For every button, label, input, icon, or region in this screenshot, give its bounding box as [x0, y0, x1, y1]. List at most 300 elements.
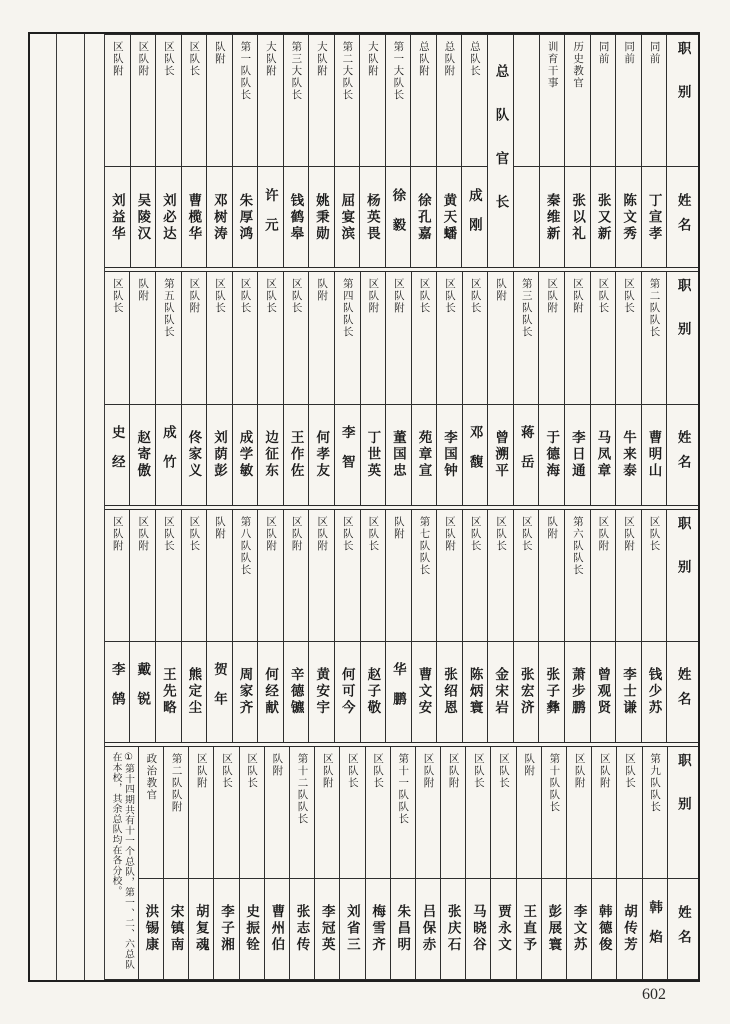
position-label: 队附 — [316, 278, 329, 303]
name-cell — [207, 405, 232, 505]
position-label: 第五队队长 — [162, 278, 175, 339]
position-cell — [616, 272, 641, 404]
name-cell — [668, 879, 698, 979]
name-cell — [565, 642, 590, 742]
name-label: 熊定尘 — [186, 667, 202, 717]
roster-column — [590, 510, 616, 742]
position-cell — [130, 272, 155, 404]
empty-margin-column — [30, 34, 57, 980]
name-cell — [462, 167, 487, 267]
name-label: 牛来泰 — [620, 429, 636, 480]
position-label: 区队附 — [573, 752, 586, 789]
name-cell — [391, 879, 415, 979]
position-cell — [591, 35, 616, 167]
name-cell — [565, 405, 590, 505]
roster-column — [206, 510, 232, 742]
name-label: 曾溯平 — [493, 429, 509, 480]
position-label: 职别 — [675, 752, 691, 840]
name-label: 李鹄 — [109, 662, 125, 722]
position-cell — [488, 510, 513, 642]
name-label: 王先略 — [160, 667, 176, 717]
roster-column — [308, 510, 334, 742]
name-label: 丁世英 — [365, 429, 381, 480]
position-cell — [309, 35, 334, 167]
position-cell — [391, 747, 415, 879]
roster-column — [105, 510, 130, 742]
position-label: 区队附 — [367, 278, 380, 315]
position-cell — [539, 272, 564, 404]
position-label: 区队长 — [111, 278, 124, 315]
roster-column — [642, 747, 667, 979]
roster-column — [641, 35, 667, 267]
name-cell — [643, 879, 667, 979]
position-label: 区队附 — [447, 752, 460, 789]
position-label: 区队长 — [162, 41, 175, 77]
name-cell — [667, 167, 698, 267]
position-label: 第三队队长 — [520, 278, 533, 339]
position-label: 区队附 — [622, 515, 635, 552]
position-label: 第一大队长 — [392, 41, 405, 101]
name-cell — [642, 642, 667, 742]
position-label: 第八队队长 — [239, 515, 252, 576]
name-cell — [182, 642, 207, 742]
position-label: 区队长 — [188, 41, 201, 77]
position-label: 区队长 — [623, 752, 636, 789]
position-label: 大队附 — [315, 41, 328, 77]
roster-column — [641, 272, 667, 504]
position-cell — [309, 272, 334, 404]
roster-column — [155, 35, 181, 267]
name-cell — [386, 405, 411, 505]
roster-column — [129, 510, 155, 742]
name-cell — [542, 879, 566, 979]
name-cell — [616, 167, 641, 267]
roster-column — [411, 510, 437, 742]
position-cell — [462, 35, 487, 167]
position-cell — [207, 35, 232, 167]
roster-column — [490, 747, 515, 979]
position-cell — [130, 510, 155, 642]
position-cell — [105, 272, 130, 404]
name-cell — [156, 167, 181, 267]
name-label: 徐孔嘉 — [415, 192, 431, 243]
position-label: 区队长 — [472, 752, 485, 789]
position-label: 训育干事 — [546, 41, 559, 89]
roster-column — [564, 35, 590, 267]
position-label: 大队附 — [366, 41, 379, 77]
position-label: 队附 — [137, 278, 150, 303]
roster-column — [213, 747, 238, 979]
name-label: 李智 — [339, 425, 355, 485]
position-cell — [668, 747, 698, 879]
position-cell — [258, 510, 283, 642]
roster-column — [487, 272, 513, 504]
roster-column — [181, 35, 207, 267]
roster-column — [283, 272, 309, 504]
position-label: 区队附 — [422, 752, 435, 789]
roster-column — [590, 35, 616, 267]
roster-column — [206, 35, 232, 267]
name-label: 邓树涛 — [211, 192, 227, 243]
header-column — [666, 510, 698, 742]
name-label: 贾永文 — [496, 904, 512, 954]
position-label: 区队长 — [220, 752, 233, 789]
roster-column — [105, 272, 130, 504]
name-cell — [591, 642, 616, 742]
name-label: 辛德镳 — [288, 667, 304, 717]
name-label: 戴锐 — [135, 662, 151, 722]
name-label: 刘省三 — [344, 904, 360, 954]
band-1 — [105, 34, 698, 268]
position-label: 区队长 — [469, 278, 482, 315]
position-label: 政治教官 — [145, 752, 158, 801]
position-label: 区队长 — [498, 752, 511, 789]
name-label: 姓名 — [675, 667, 691, 717]
name-label: 宋镇南 — [168, 904, 184, 954]
roster-column — [615, 272, 641, 504]
roster-column — [516, 747, 541, 979]
roster-column — [385, 510, 411, 742]
name-cell — [131, 167, 156, 267]
roster-column — [487, 510, 513, 742]
position-cell — [437, 510, 462, 642]
name-cell — [309, 405, 334, 505]
position-label: 区队附 — [316, 515, 329, 552]
position-label: 同前 — [597, 41, 610, 65]
roster-column — [181, 272, 207, 504]
name-label: 陈炳寰 — [467, 667, 483, 717]
name-label: 许元 — [262, 187, 278, 247]
name-label: 于德海 — [544, 429, 560, 480]
empty-column — [513, 35, 539, 267]
roster-column — [411, 272, 437, 504]
name-cell — [591, 405, 616, 505]
position-label: 区队长 — [648, 515, 661, 552]
position-label: 第二大队长 — [341, 41, 354, 101]
name-label: 丁宣孝 — [646, 192, 662, 243]
name-cell — [309, 167, 334, 267]
empty-margin-column — [85, 34, 105, 980]
position-label: 总队附 — [417, 41, 430, 77]
name-label: 史经 — [109, 425, 125, 485]
position-label: 区队附 — [598, 752, 611, 789]
header-column — [666, 272, 698, 504]
position-label: 区队长 — [213, 278, 226, 315]
name-label: 张绍恩 — [442, 667, 458, 717]
position-label: 第二队队长 — [648, 278, 661, 339]
roster-column — [283, 510, 309, 742]
position-cell — [488, 272, 513, 404]
roster-column — [538, 510, 564, 742]
position-cell — [667, 510, 698, 642]
roster-column — [615, 35, 641, 267]
position-cell — [514, 510, 539, 642]
position-label: 区队附 — [597, 515, 610, 552]
position-cell — [514, 35, 539, 167]
name-cell — [463, 642, 488, 742]
name-label: 张庆石 — [445, 904, 461, 954]
position-cell — [437, 35, 462, 167]
name-label: 刘必达 — [160, 192, 176, 243]
roster-column — [130, 35, 156, 267]
position-cell — [309, 510, 334, 642]
position-label: 区队附 — [188, 278, 201, 315]
position-cell — [182, 35, 207, 167]
name-cell — [189, 879, 213, 979]
roster-column — [314, 747, 339, 979]
position-cell — [189, 747, 213, 879]
name-cell — [437, 642, 462, 742]
name-label: 萧步鹏 — [569, 667, 585, 717]
position-label: 区队附 — [111, 515, 124, 552]
position-label: 区队附 — [111, 41, 124, 77]
name-label: 李冠英 — [319, 904, 335, 954]
name-label: 李文苏 — [571, 904, 587, 954]
position-label: 区队长 — [188, 515, 201, 552]
name-cell — [491, 879, 515, 979]
position-label: 区队长 — [597, 278, 610, 315]
roster-column — [641, 510, 667, 742]
roster-column — [590, 272, 616, 504]
roster-column — [538, 272, 564, 504]
name-label: 姓名 — [675, 192, 691, 242]
position-label: 区队长 — [162, 515, 175, 552]
position-cell — [441, 747, 465, 879]
roster-column — [564, 272, 590, 504]
position-cell — [164, 747, 188, 879]
roster-column — [541, 747, 566, 979]
roster-column — [257, 510, 283, 742]
name-cell — [517, 879, 541, 979]
position-cell — [540, 35, 565, 167]
name-label: 何经献 — [263, 667, 279, 717]
name-label: 刘荫彭 — [211, 429, 227, 480]
name-label: 秦维新 — [544, 192, 560, 243]
position-cell — [156, 272, 181, 404]
name-cell — [539, 642, 564, 742]
name-cell — [437, 405, 462, 505]
name-label: 成学敏 — [237, 429, 253, 480]
position-label: 第十队队长 — [548, 752, 561, 813]
name-label: 成刚 — [466, 187, 482, 247]
name-label: 吕保赤 — [420, 904, 436, 954]
position-label: 区队长 — [520, 515, 533, 552]
position-cell — [240, 747, 264, 879]
name-label: 徐毅 — [390, 187, 406, 247]
band-2 — [105, 271, 698, 505]
name-label: 赵寄傲 — [135, 429, 151, 480]
name-cell — [182, 405, 207, 505]
roster-column — [385, 272, 411, 504]
name-cell — [265, 879, 289, 979]
name-label: 佟家义 — [186, 429, 202, 480]
name-cell — [156, 405, 181, 505]
position-label: 总队附 — [443, 41, 456, 77]
name-cell — [258, 167, 283, 267]
position-cell — [290, 747, 314, 879]
name-label: 蒋岳 — [518, 425, 534, 485]
position-cell — [539, 510, 564, 642]
name-cell — [164, 879, 188, 979]
roster-column — [513, 510, 539, 742]
position-cell — [642, 272, 667, 404]
roster-column — [415, 747, 440, 979]
header-column — [666, 35, 698, 267]
roster-column — [591, 747, 616, 979]
name-label: 苑章宣 — [416, 429, 432, 480]
name-cell — [335, 642, 360, 742]
position-label: 职别 — [675, 515, 691, 603]
name-cell — [539, 405, 564, 505]
name-cell — [360, 167, 385, 267]
position-cell — [514, 272, 539, 404]
roster-column — [308, 272, 334, 504]
position-cell — [366, 747, 390, 879]
name-label: 马凤章 — [595, 429, 611, 480]
name-label: 张又新 — [595, 192, 611, 243]
position-cell — [437, 272, 462, 404]
position-cell — [463, 510, 488, 642]
name-cell — [233, 167, 258, 267]
roster-column — [289, 747, 314, 979]
roster-column — [539, 35, 565, 267]
position-cell — [565, 35, 590, 167]
position-label: 区队附 — [392, 278, 405, 315]
name-cell — [441, 879, 465, 979]
commander-span-column — [487, 35, 514, 267]
position-cell — [466, 747, 490, 879]
position-label: 第二队队附 — [170, 752, 183, 813]
name-label: 张子彝 — [544, 667, 560, 717]
name-label: 张以礼 — [570, 192, 586, 243]
position-cell — [463, 272, 488, 404]
name-label: 姚秉勋 — [313, 192, 329, 243]
position-cell — [591, 510, 616, 642]
header-column — [667, 747, 698, 979]
position-label: 区队长 — [239, 278, 252, 315]
name-label: 李国钟 — [442, 429, 458, 480]
name-cell — [258, 405, 283, 505]
name-label: 金宋岩 — [493, 667, 509, 717]
name-cell — [335, 405, 360, 505]
name-cell — [182, 167, 207, 267]
name-label: 黄天蟠 — [441, 192, 457, 243]
name-cell — [642, 405, 667, 505]
page-number: 602 — [642, 986, 666, 1003]
position-cell — [182, 510, 207, 642]
name-label: 吴陵汉 — [135, 192, 151, 243]
position-label: 区队长 — [622, 278, 635, 315]
name-cell — [567, 879, 591, 979]
position-label: 区队长 — [469, 515, 482, 552]
position-cell — [386, 510, 411, 642]
position-cell — [233, 272, 258, 404]
position-label: 职别 — [675, 41, 691, 128]
position-cell — [592, 747, 616, 879]
position-label: 第一队队长 — [239, 41, 252, 101]
name-cell — [207, 167, 232, 267]
name-label: 曹文安 — [416, 667, 432, 717]
name-label: 马晓谷 — [470, 904, 486, 954]
name-cell — [105, 405, 130, 505]
name-label: 史振铨 — [244, 904, 260, 954]
name-cell — [412, 642, 437, 742]
roster-column — [138, 747, 163, 979]
name-label: 曹州伯 — [269, 904, 285, 954]
position-cell — [617, 747, 641, 879]
position-cell — [335, 272, 360, 404]
roster-column — [206, 272, 232, 504]
position-label: 第三大队长 — [290, 41, 303, 101]
name-cell — [591, 167, 616, 267]
name-label: 钱少苏 — [646, 667, 662, 717]
roster-column — [129, 272, 155, 504]
footnote-cell — [105, 747, 138, 979]
roster-column — [339, 747, 364, 979]
roster-column — [264, 747, 289, 979]
position-cell — [156, 35, 181, 167]
position-cell — [233, 510, 258, 642]
name-label: 朱昌明 — [395, 904, 411, 954]
name-cell — [258, 642, 283, 742]
roster-column — [232, 272, 258, 504]
position-cell — [360, 35, 385, 167]
name-label: 姓名 — [675, 904, 691, 954]
roster-column — [359, 35, 385, 267]
roster-column — [564, 510, 590, 742]
name-cell — [366, 879, 390, 979]
position-cell — [565, 510, 590, 642]
position-cell — [284, 35, 309, 167]
position-cell — [265, 747, 289, 879]
roster-column — [283, 35, 309, 267]
name-cell — [616, 642, 641, 742]
position-cell — [517, 747, 541, 879]
roster-column — [465, 747, 490, 979]
name-label: 曹明山 — [646, 429, 662, 480]
name-label: 胡传芳 — [621, 904, 637, 954]
position-label: 区队长 — [495, 515, 508, 552]
name-label: 何孝友 — [314, 429, 330, 480]
roster-column — [513, 272, 539, 504]
roster-column — [181, 510, 207, 742]
position-label: 第九队队长 — [649, 752, 662, 813]
position-cell — [616, 35, 641, 167]
roster-column — [385, 35, 411, 267]
roster-column — [390, 747, 415, 979]
position-label: 队附 — [213, 515, 226, 540]
position-label: 区队附 — [195, 752, 208, 789]
roster-column — [436, 35, 462, 267]
position-label: 同前 — [623, 41, 636, 65]
name-cell — [412, 405, 437, 505]
name-cell — [488, 642, 513, 742]
name-label: 何可今 — [339, 667, 355, 717]
position-label: 区队附 — [571, 278, 584, 315]
roster-column — [155, 272, 181, 504]
name-label: 张宏济 — [518, 667, 534, 717]
name-cell — [437, 167, 462, 267]
name-label: 邓馥 — [467, 425, 483, 485]
name-label: 董国忠 — [390, 429, 406, 480]
position-label: 区队长 — [372, 752, 385, 789]
name-label: 屈宴滨 — [339, 192, 355, 243]
name-cell — [240, 879, 264, 979]
position-cell — [214, 747, 238, 879]
position-cell — [412, 510, 437, 642]
name-cell — [642, 167, 667, 267]
name-cell — [616, 405, 641, 505]
